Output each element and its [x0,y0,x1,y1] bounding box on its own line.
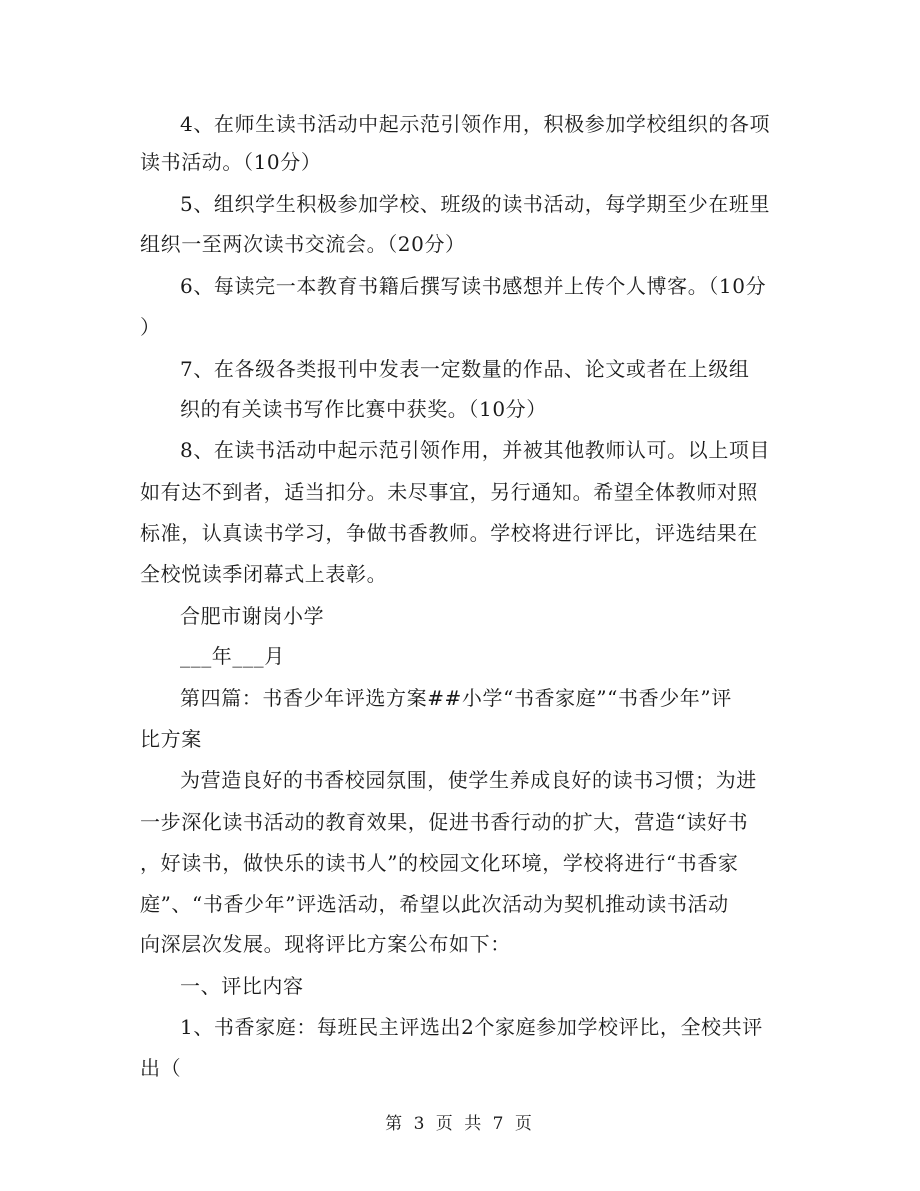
text-line: 一、评比内容 [180,974,304,998]
text-line: ） [140,315,161,339]
text-line: 一步深化读书活动的教育效果，促进书香行动的扩大，营造“读好书 [140,810,749,834]
page-number-footer: 第 3 页 共 7 页 [385,1114,535,1134]
text-line: 向深层次发展。现将评比方案公布如下： [140,932,511,956]
text-line: 标准，认真读书学习，争做书香教师。学校将进行评比，评选结果在 [140,521,758,545]
text-line: 读书活动。（10分） [140,150,322,174]
text-line: 8、在读书活动中起示范引领作用，并被其他教师认可。以上项目 [180,438,771,462]
text-line: 如有达不到者，适当扣分。未尽事宜，另行通知。希望全体教师对照 [140,480,758,504]
text-line: 组织一至两次读书交流会。（20分） [140,232,466,256]
text-line: 比方案 [140,727,202,751]
text-line: 合肥市谢岗小学 [180,604,325,628]
text-line: 4、在师生读书活动中起示范引领作用，积极参加学校组织的各项 [180,112,771,136]
text-line: ___年___月 [180,644,285,668]
text-line: 出（ [140,1056,182,1080]
text-line: 5、组织学生积极参加学校、班级的读书活动，每学期至少在班里 [180,192,771,216]
text-line: 庭”、“书香少年”评选活动，希望以此次活动为契机推动读书活动 [140,892,729,916]
text-line: 第四篇：书香少年评选方案##小学“书香家庭”“书香少年”评 [180,686,732,710]
text-line: 织的有关读书写作比赛中获奖。（10分） [180,397,547,421]
text-line: 1、书香家庭：每班民主评选出2个家庭参加学校评比，全校共评 [180,1015,763,1039]
text-line: 全校悦读季闭幕式上表彰。 [140,562,388,586]
text-line: 7、在各级各类报刊中发表一定数量的作品、论文或者在上级组 [180,357,750,381]
text-line: 为营造良好的书香校园氛围，使学生养成良好的读书习惯；为进 [180,768,757,792]
text-line: 6、每读完一本教育书籍后撰写读书感想并上传个人博客。（10分 [180,274,767,298]
text-line: ，好读书，做快乐的读书人”的校园文化环境，学校将进行“书香家 [140,851,739,875]
